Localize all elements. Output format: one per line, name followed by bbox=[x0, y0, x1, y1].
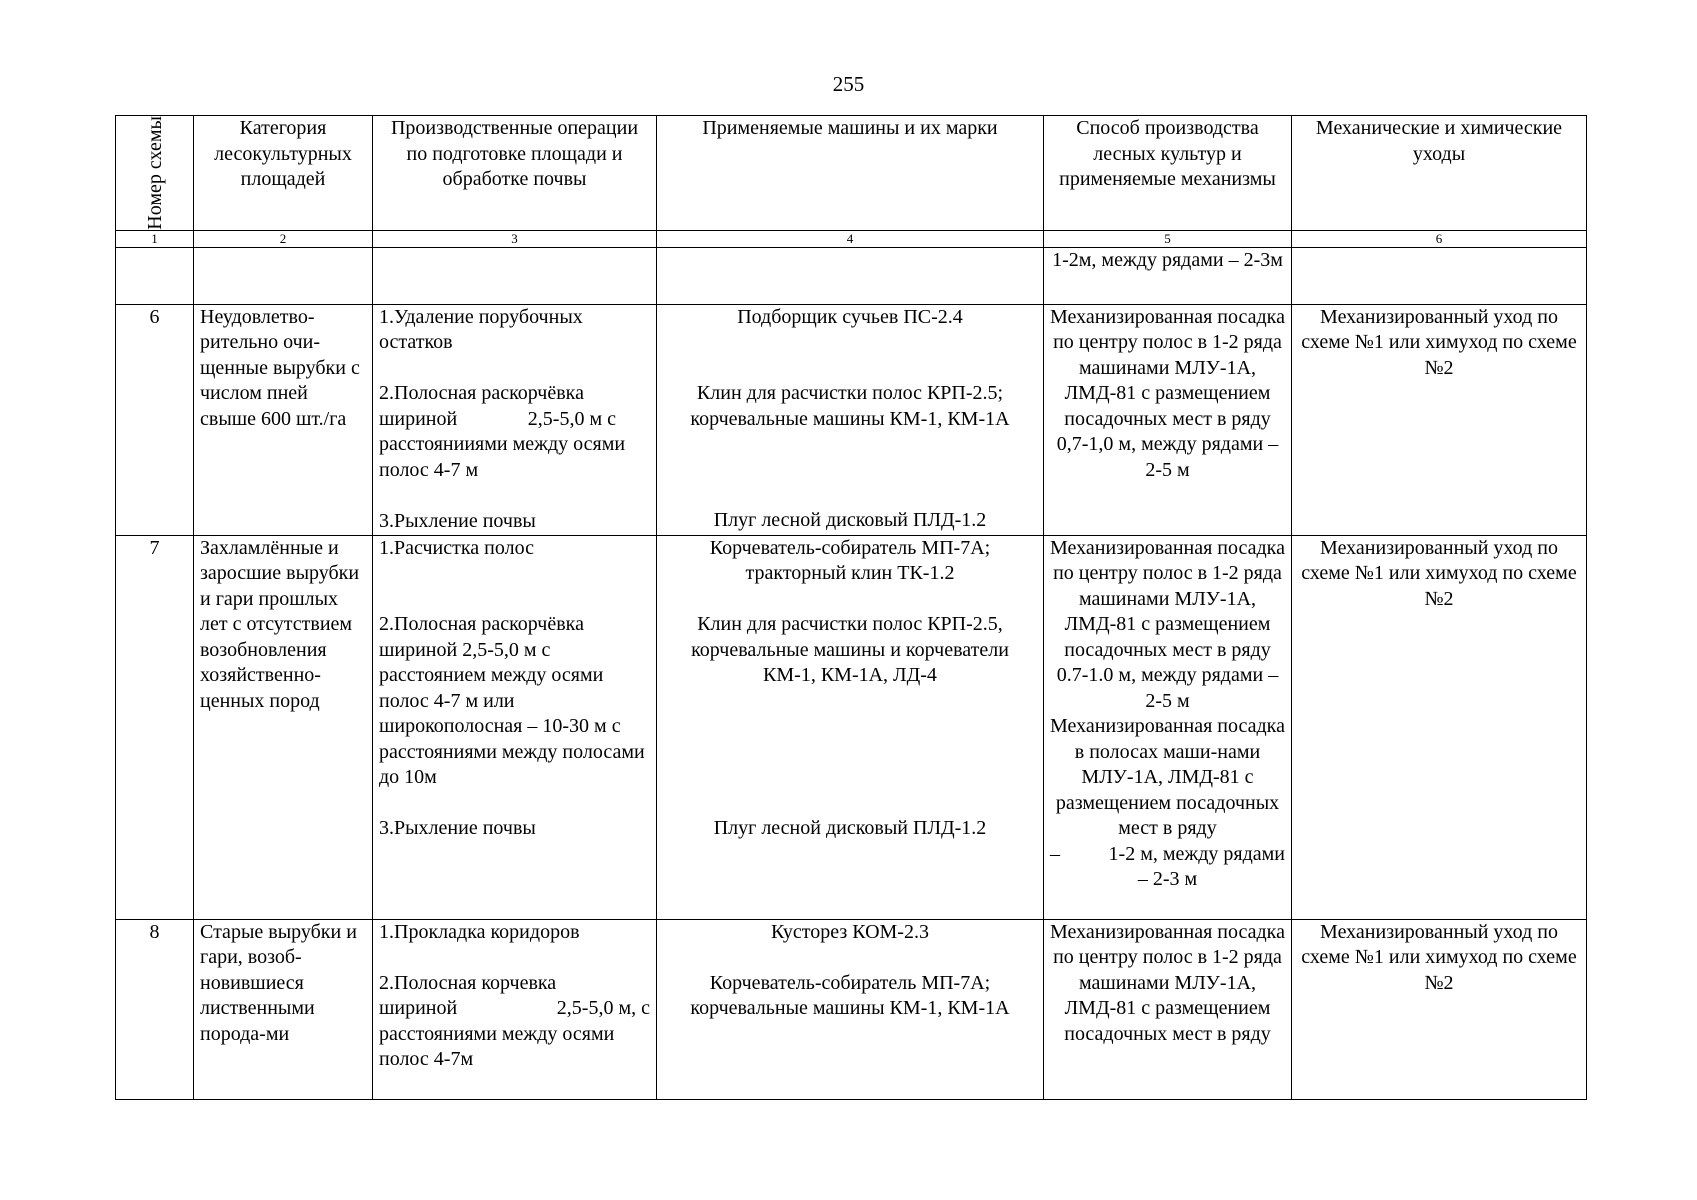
continuation-method-cell: 1-2м, между рядами – 2-3м bbox=[1044, 247, 1292, 304]
column-number: 1 bbox=[116, 230, 194, 247]
operations-cell bbox=[373, 535, 657, 919]
scheme-number-cell: 6 bbox=[116, 304, 194, 535]
operation-item: 1.Прокладка коридоров bbox=[379, 920, 580, 943]
operations-cell bbox=[373, 919, 657, 1099]
column-number: 3 bbox=[373, 230, 657, 247]
area-category-cell: Старые вырубки и гари, возоб-новившиеся лиственными порода-ми bbox=[194, 919, 373, 1099]
method-cell: Механизированная посадка по центру полос в 1-2 ряда машинами МЛУ-1А, ЛМД-81 с размещением посадочных мест в ряду bbox=[1044, 919, 1292, 1099]
operation-item: расстоянииями между осями полос 4-7 м bbox=[379, 433, 626, 481]
method-cell bbox=[1044, 535, 1292, 919]
operation-item: 3.Рыхление почвы bbox=[379, 509, 536, 532]
machines-cell bbox=[657, 304, 1044, 535]
machines-cell bbox=[657, 919, 1044, 1099]
table-row bbox=[116, 535, 1587, 919]
table-row-continuation bbox=[116, 247, 1587, 304]
operation-item: расстояниями между осями полос 4-7м bbox=[379, 1022, 615, 1071]
method-text: Механизированная посадка по центру полос в 1-2 ряда машинами МЛУ-1А, ЛМД-81 с размещением посадочных мест в ряду 0.7-1.0 м, между рядами – 2-5 м bbox=[1050, 536, 1285, 712]
method-cell: Механизированная посадка по центру полос в 1-2 ряда машинами МЛУ-1А, ЛМД-81 с размещением посадочных мест в ряду 0,7-1,0 м, между рядами – 2-5 м bbox=[1044, 304, 1292, 535]
header-operations: Производственные операции по подготовке площади и обработке почвы bbox=[373, 116, 657, 231]
header-area-category: Категория лесокультурных площадей bbox=[194, 116, 373, 231]
header-machines: Применяемые машины и их марки bbox=[657, 116, 1044, 231]
machine-item: Плуг лесной дисковый ПЛД-1.2 bbox=[713, 509, 987, 532]
operations-cell bbox=[373, 304, 657, 535]
column-number-row bbox=[116, 230, 1587, 247]
operation-item: 2,5-5,0 м, с bbox=[556, 997, 650, 1020]
machine-item: Корчеватель-собиратель МП-7А; корчевальные машины КМ-1, КМ-1А bbox=[690, 971, 1010, 1020]
operation-item: 2.Полосная раскорчёвка bbox=[379, 382, 584, 405]
method-text: Механизированная посадка в полосах маши-нами МЛУ-1А, ЛМД-81 с размещением посадочных мест в ряду bbox=[1050, 715, 1285, 840]
operation-item: 3.Рыхление почвы bbox=[379, 817, 536, 840]
machine-item: Корчеватель-собиратель МП-7А; тракторный клин ТК-1.2 bbox=[709, 536, 991, 585]
operation-item: шириной bbox=[379, 407, 458, 430]
area-category-cell: Неудовлетво-рительно очи-щенные вырубки с числом пней свыше 600 шт./га bbox=[194, 304, 373, 535]
column-number: 6 bbox=[1292, 230, 1587, 247]
operation-item: 2,5-5,0 м с bbox=[527, 407, 616, 430]
operation-item: 1.Расчистка полос bbox=[379, 536, 534, 559]
machine-item: Плуг лесной дисковый ПЛД-1.2 bbox=[713, 816, 987, 839]
header-method: Способ производства лесных культур и применяемые механизмы bbox=[1044, 116, 1292, 231]
header-care: Механические и химические уходы bbox=[1292, 116, 1587, 231]
header-scheme-number: Номер схемы bbox=[116, 116, 194, 231]
area-category-cell: Захламлённые и заросшие вырубки и гари прошлых лет с отсутствием возобновления хозяйственно-ценных пород bbox=[194, 535, 373, 919]
machine-item: Клин для расчистки полос КРП-2.5, корчевальные машины и корчеватели КМ-1, КМ-1А, ЛД-4 bbox=[691, 613, 1009, 687]
operation-item: шириной bbox=[379, 997, 458, 1020]
table-row bbox=[116, 304, 1587, 535]
header-row bbox=[116, 116, 1587, 231]
machine-item: Кусторез КОМ-2.3 bbox=[771, 920, 929, 943]
method-text: – 2-3 м bbox=[1137, 868, 1198, 891]
machine-item: Подборщик сучьев ПС-2.4 bbox=[737, 305, 963, 328]
scheme-number-cell: 7 bbox=[116, 535, 194, 919]
column-number: 2 bbox=[194, 230, 373, 247]
care-cell: Механизированный уход по схеме №1 или химуход по схеме №2 bbox=[1292, 304, 1587, 535]
table-row bbox=[116, 919, 1587, 1099]
machines-cell bbox=[657, 535, 1044, 919]
column-number: 5 bbox=[1044, 230, 1292, 247]
operation-item: 2.Полосная раскорчёвка шириной 2,5-5,0 м с расстоянием между осями полос 4-7 м или широкополосная – 10-30 м с расстояниями между полосами до 10м bbox=[379, 613, 645, 789]
page-number: 255 bbox=[832, 72, 865, 96]
scheme-number-cell: 8 bbox=[116, 919, 194, 1099]
operation-item: 2.Полосная корчевка bbox=[379, 971, 557, 994]
care-cell: Механизированный уход по схеме №1 или химуход по схеме №2 bbox=[1292, 535, 1587, 919]
method-text: 1-2 м, между рядами bbox=[1108, 842, 1285, 865]
forestry-schemes-table bbox=[115, 115, 1587, 1100]
column-number: 4 bbox=[657, 230, 1044, 247]
care-cell: Механизированный уход по схеме №1 или химуход по схеме №2 bbox=[1292, 919, 1587, 1099]
method-text: – bbox=[1050, 842, 1060, 865]
operation-item: 1.Удаление порубочных остатков bbox=[379, 305, 583, 354]
machine-item: Клин для расчистки полос КРП-2.5; корчевальные машины КМ-1, КМ-1А bbox=[690, 382, 1010, 430]
